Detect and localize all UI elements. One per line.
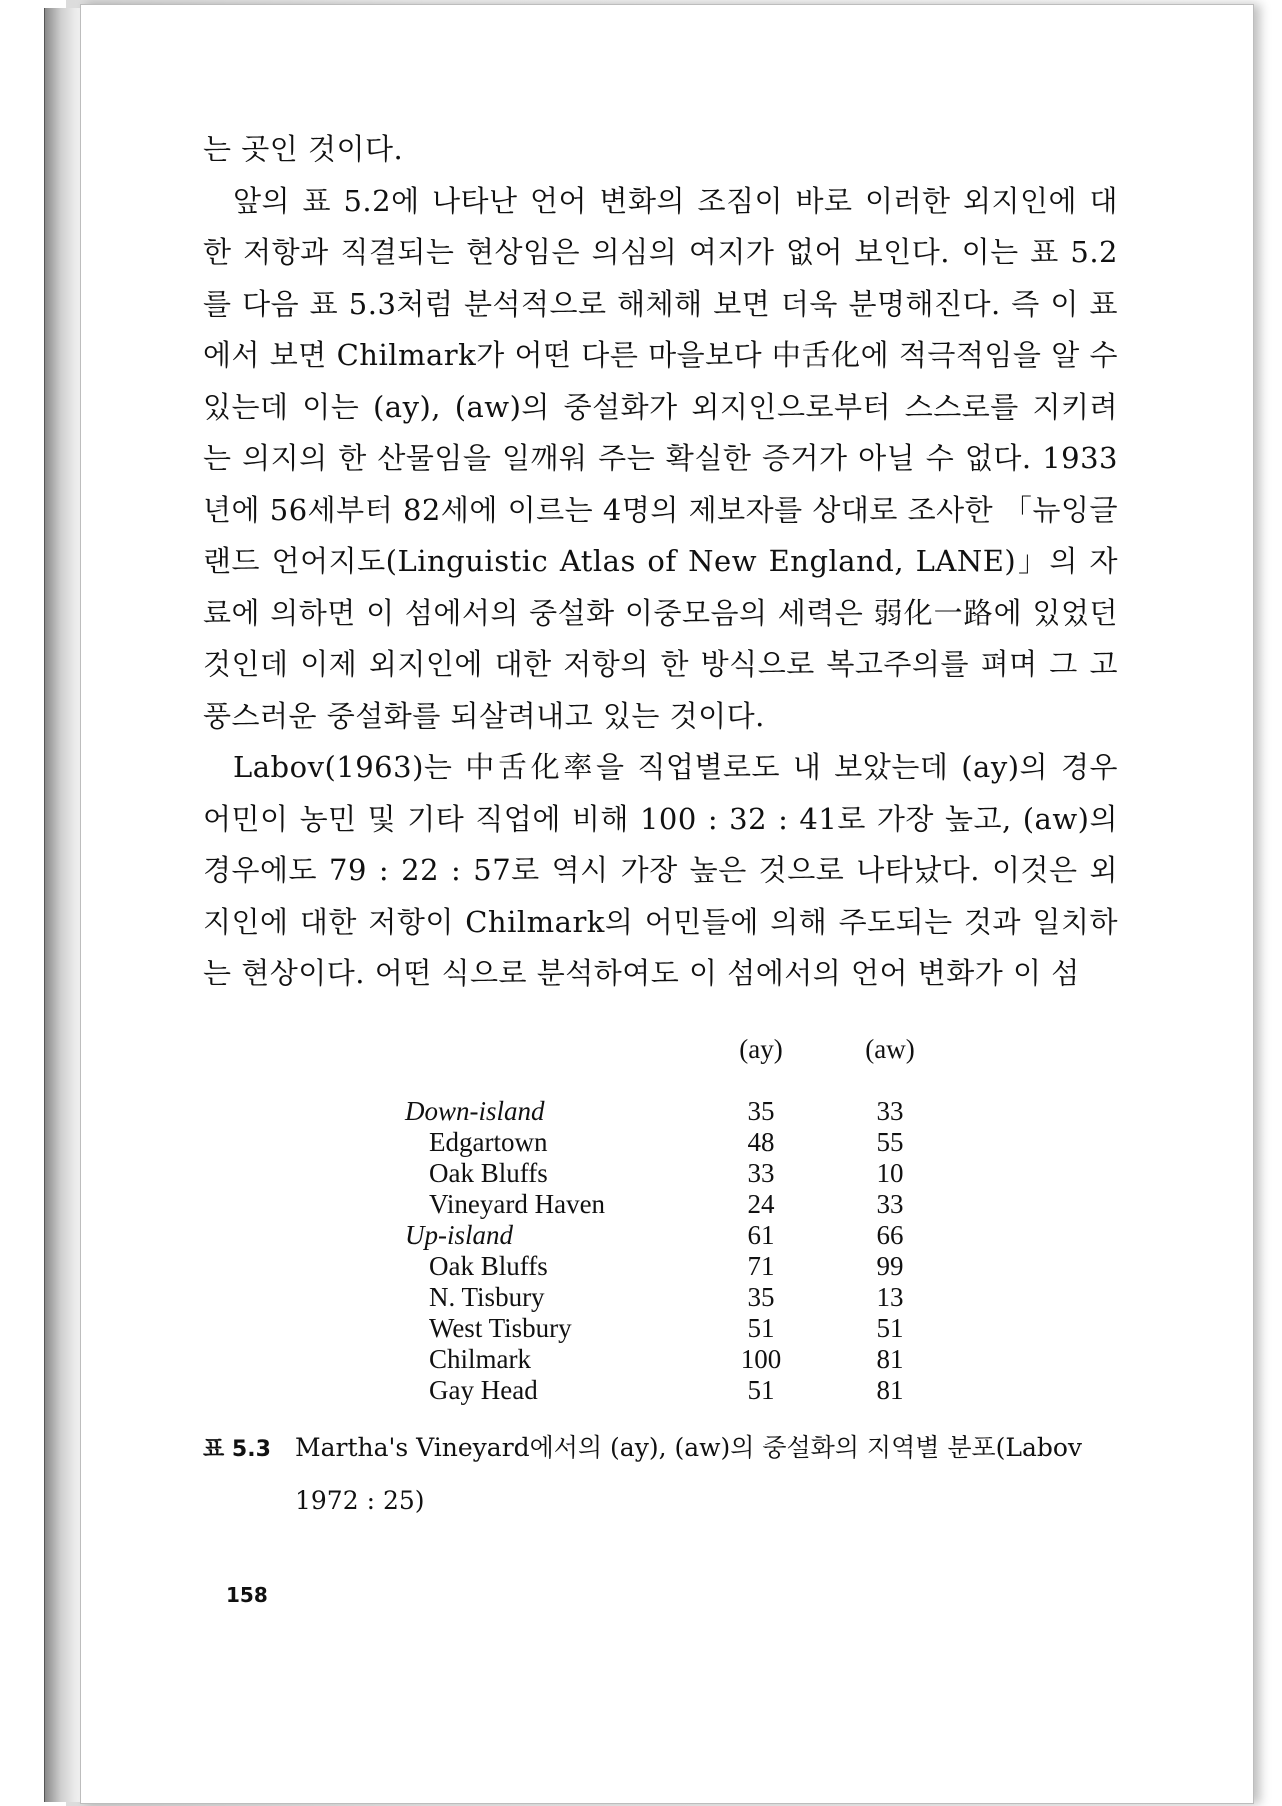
cell-aw: 13 <box>876 1282 904 1312</box>
table-row <box>405 1251 965 1282</box>
row-label: Oak Bluffs <box>429 1158 548 1188</box>
cell-ay: 35 <box>747 1282 775 1312</box>
row-label: Gay Head <box>429 1375 538 1405</box>
paragraph-2: Labov(1963)는 中舌化率을 직업별로도 내 보았는데 (ay)의 경우 어민이 농민 및 기타 직업에 비해 100 : 32 : 41로 가장 높고, (aw)의 경우에도 79 : 22 : 57로 역시 가장 높은 것으로 나타났다. 이것은 외지인에 대한 저항이 Chilmark의 어민들에 의해 주도되는 것과 일치하는 현상이다. 어떤 식으로 분석하여도 이 섬에서의 언어 변화가 이 섬 <box>203 750 1118 990</box>
table-row <box>405 1220 965 1251</box>
page-number: 158 <box>226 1583 268 1607</box>
cell-aw: 10 <box>876 1158 904 1188</box>
cell-aw: 55 <box>876 1127 904 1157</box>
caption-number: 표 5.3 <box>203 1437 271 1462</box>
row-label: Down-island <box>405 1096 545 1126</box>
row-label: Oak Bluffs <box>429 1251 548 1281</box>
row-label: Chilmark <box>429 1344 531 1374</box>
table-caption <box>203 1422 1118 1526</box>
paragraph-continuation: 는 곳인 것이다. <box>203 132 404 166</box>
row-label: West Tisbury <box>429 1313 572 1343</box>
caption-line-1: Martha's Vineyard에서의 (ay), (aw)의 중설화의 지역별 분포(Labov <box>295 1433 1083 1462</box>
table-row <box>405 1282 965 1313</box>
row-label: Up-island <box>405 1220 513 1250</box>
row-label: Vineyard Haven <box>429 1189 606 1219</box>
cell-aw: 33 <box>876 1189 904 1219</box>
cell-ay: 51 <box>747 1313 775 1343</box>
paragraph-1: 앞의 표 5.2에 나타난 언어 변화의 조짐이 바로 이러한 외지인에 대한 저항과 직결되는 현상임은 의심의 여지가 없어 보인다. 이는 표 5.2를 다음 표 5.3처럼 분석적으로 해체해 보면 더욱 분명해진다. 즉 이 표에서 보면 Chilmark가 어떤 다른 마을보다 中舌化에 적극적임을 알 수 있는데 이는 (ay), (aw)의 중설화가 외지인으로부터 스스로를 지키려는 의지의 한 산물임을 일깨워 주는 확실한 증거가 아닐 수 없다. 1933년에 56세부터 82세에 이르는 4명의 제보자를 상대로 조사한 「뉴잉글랜드 언어지도(Linguistic Atlas of New England, LANE)」의 자료에 의하면 이 섬에서의 중설화 이중모음의 세력은 弱化一路에 있었던 것인데 이제 외지인에 대한 저항의 한 방식으로 복고주의를 펴며 그 고풍스러운 중설화를 되살려내고 있는 것이다. <box>203 183 1118 733</box>
cell-aw: 33 <box>876 1096 904 1126</box>
table-row <box>405 1127 965 1158</box>
cell-ay: 61 <box>747 1220 775 1250</box>
cell-ay: 100 <box>740 1344 782 1374</box>
table-header <box>405 1034 965 1096</box>
cell-aw: 66 <box>876 1220 904 1250</box>
page-edge <box>44 8 85 1802</box>
table-row <box>405 1158 965 1189</box>
data-table <box>405 1034 965 1406</box>
column-header-aw: (aw) <box>865 1034 915 1064</box>
caption-line-2: 1972 : 25) <box>295 1486 425 1515</box>
cell-ay: 35 <box>747 1096 775 1126</box>
cell-ay: 71 <box>747 1251 775 1281</box>
cell-aw: 51 <box>876 1313 904 1343</box>
body-text <box>203 124 1118 1000</box>
cell-ay: 51 <box>747 1375 775 1405</box>
cell-ay: 33 <box>747 1158 775 1188</box>
table-row <box>405 1344 965 1375</box>
table-body <box>405 1096 965 1406</box>
table-row <box>405 1096 965 1127</box>
row-label: Edgartown <box>429 1127 548 1157</box>
cell-aw: 99 <box>876 1251 904 1281</box>
cell-ay: 24 <box>747 1189 775 1219</box>
column-header-ay: (ay) <box>739 1034 783 1064</box>
table-row <box>405 1189 965 1220</box>
cell-aw: 81 <box>876 1344 904 1374</box>
table-row <box>405 1375 965 1406</box>
cell-aw: 81 <box>876 1375 904 1405</box>
cell-ay: 48 <box>747 1127 775 1157</box>
row-label: N. Tisbury <box>429 1282 545 1312</box>
table-row <box>405 1313 965 1344</box>
